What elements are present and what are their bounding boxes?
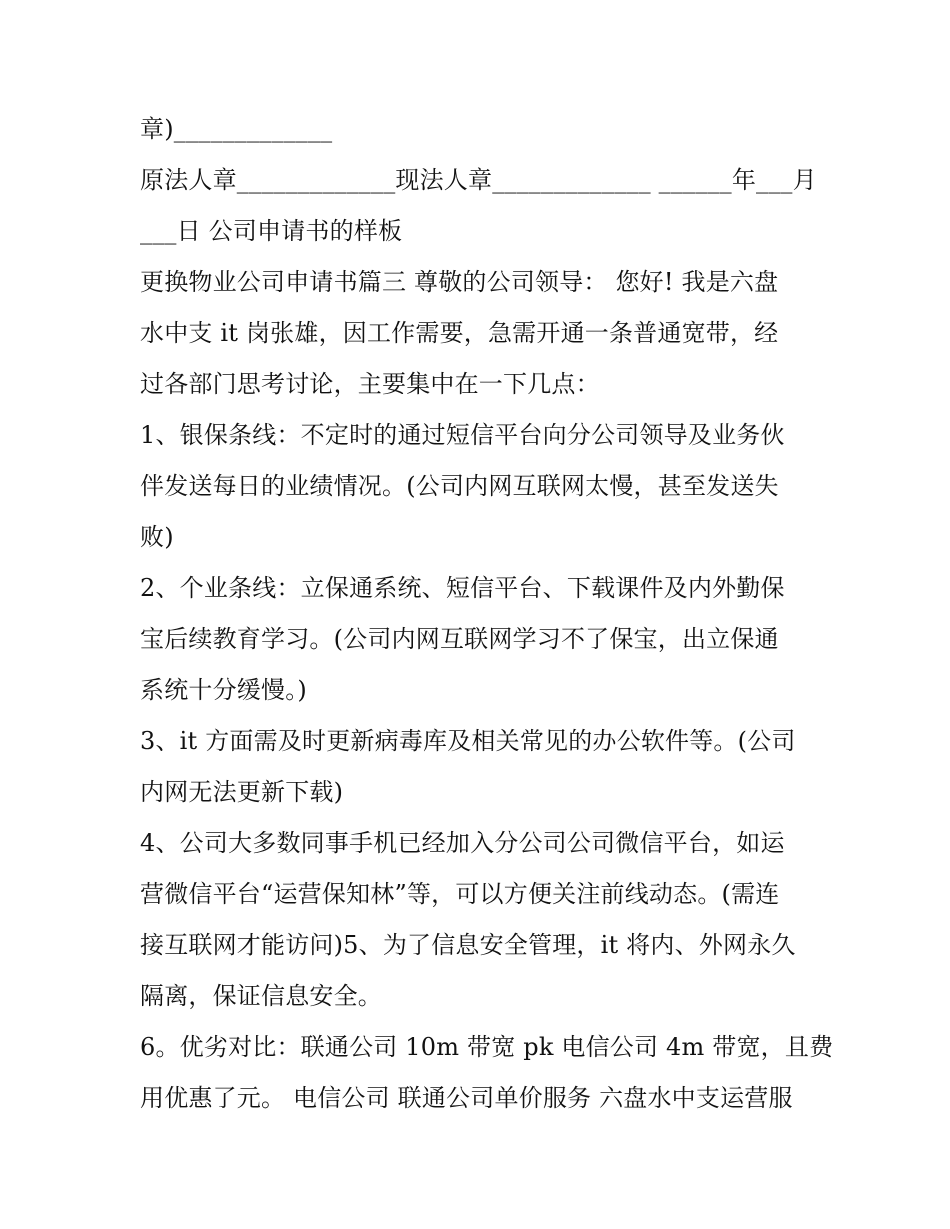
text-line-5: 水中支 it 岗张雄，因工作需要，急需开通一条普通宽带，经 bbox=[140, 319, 779, 347]
text-line-15: 4、公司大多数同事手机已经加入分公司公司微信平台，如运 bbox=[140, 829, 785, 857]
text-line-20: 用优惠了元。 电信公司 联通公司单价服务 六盘水中支运营服 bbox=[140, 1084, 793, 1112]
text-line-16: 营微信平台“运营保知林”等，可以方便关注前线动态。(需连 bbox=[140, 880, 780, 908]
text-line-1: 章)_____________ bbox=[140, 115, 333, 143]
text-line-2: 原法人章_____________现法人章_____________ ______年___月 bbox=[140, 166, 817, 194]
text-line-10: 2、个业条线：立保通系统、短信平台、下载课件及内外勤保 bbox=[140, 574, 785, 602]
text-line-18: 隔离，保证信息安全。 bbox=[140, 982, 382, 1010]
text-line-17: 接互联网才能访问)5、为了信息安全管理，it 将内、外网永久 bbox=[140, 931, 796, 959]
text-line-19: 6。优劣对比：联通公司 10m 带宽 pk 电信公司 4m 带宽，且费 bbox=[140, 1033, 834, 1061]
text-line-13: 3、it 方面需及时更新病毒库及相关常见的办公软件等。(公司 bbox=[140, 727, 796, 755]
text-line-7: 1、银保条线：不定时的通过短信平台向分公司领导及业务伙 bbox=[140, 421, 785, 449]
text-line-12: 系统十分缓慢。) bbox=[140, 676, 307, 704]
text-line-3: ___日 公司申请书的样板 bbox=[140, 217, 403, 245]
text-line-11: 宝后续教育学习。(公司内网互联网学习不了保宝，出立保通 bbox=[140, 625, 779, 653]
text-line-9: 败) bbox=[140, 523, 174, 551]
text-line-8: 伴发送每日的业绩情况。(公司内网互联网太慢，甚至发送失 bbox=[140, 472, 779, 500]
text-line-14: 内网无法更新下载) bbox=[140, 778, 344, 806]
text-line-6: 过各部门思考讨论，主要集中在一下几点： bbox=[140, 370, 600, 398]
text-line-4: 更换物业公司申请书篇三 尊敬的公司领导： 您好! 我是六盘 bbox=[140, 268, 779, 296]
document-body bbox=[140, 104, 834, 1124]
